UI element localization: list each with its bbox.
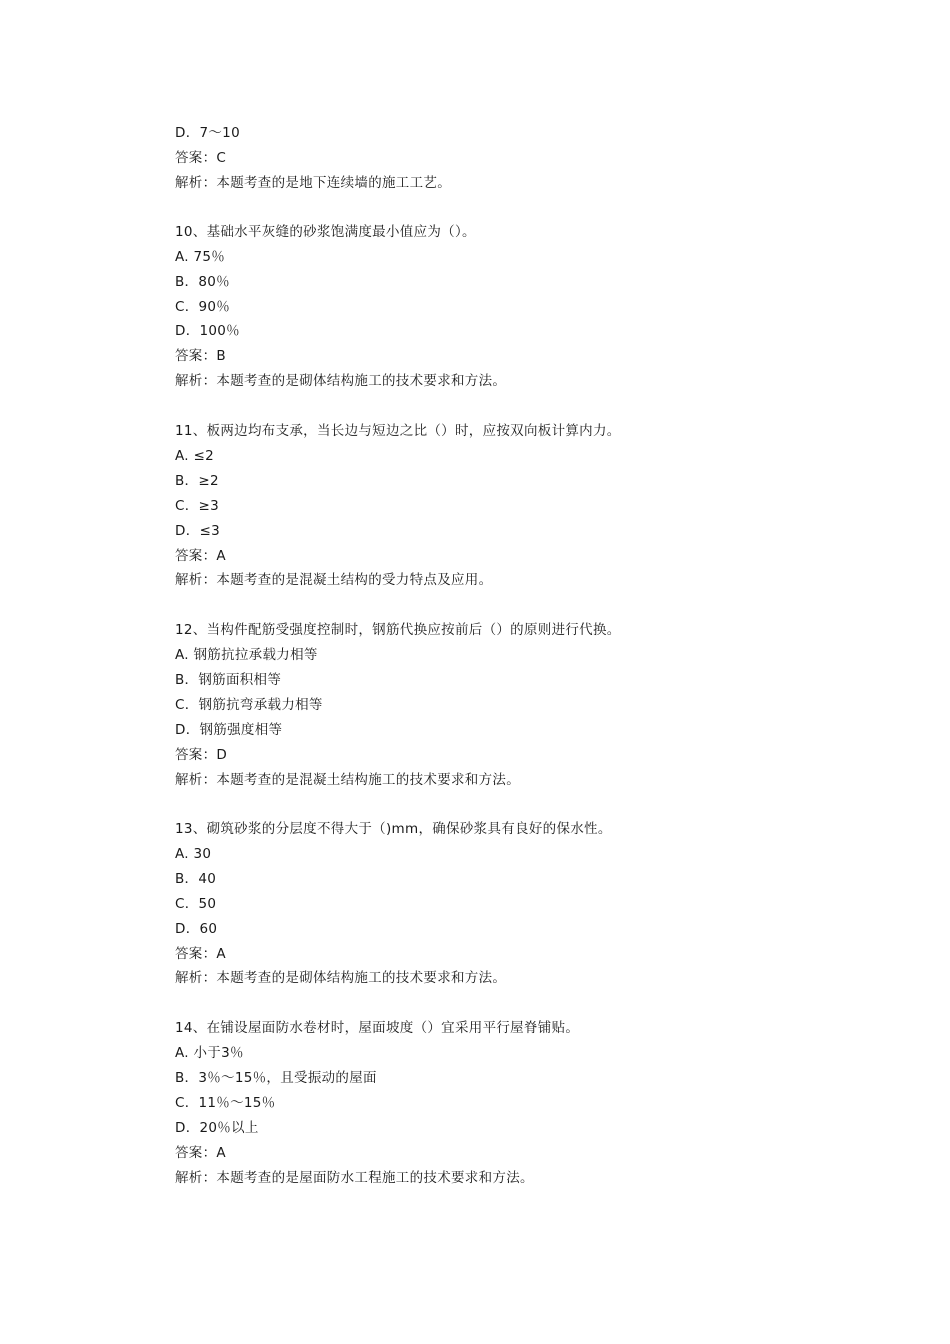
q14-option-a: A. 小于3％ <box>175 1045 244 1061</box>
q14-option-b: B．3％～15％，且受振动的屋面 <box>175 1070 377 1086</box>
q10-option-b: B．80％ <box>175 274 230 290</box>
q13-explanation: 解析：本题考查的是砌体结构施工的技术要求和方法。 <box>175 970 507 986</box>
q10-option-a: A. 75％ <box>175 249 226 265</box>
q11-option-c: C．≥3 <box>175 498 220 514</box>
q14-explanation: 解析：本题考查的是屋面防水工程施工的技术要求和方法。 <box>175 1170 534 1186</box>
q10-explanation: 解析：本题考查的是砌体结构施工的技术要求和方法。 <box>175 373 507 389</box>
q12-option-a: A. 钢筋抗拉承载力相等 <box>175 647 318 663</box>
q14-option-d: D．20％以上 <box>175 1120 259 1136</box>
q13-option-d: D．60 <box>175 921 218 937</box>
q12-option-c: C．钢筋抗弯承载力相等 <box>175 697 323 713</box>
q13-answer: 答案：A <box>175 946 226 962</box>
q11-option-b: B．≥2 <box>175 473 219 489</box>
q9-option-d: D．7～10 <box>175 125 240 141</box>
q11-explanation: 解析：本题考查的是混凝土结构的受力特点及应用。 <box>175 572 493 588</box>
q12-option-d: D．钢筋强度相等 <box>175 722 283 738</box>
q14-option-c: C．11％～15％ <box>175 1095 276 1111</box>
q11-question: 11、板两边均布支承，当长边与短边之比（）时，应按双向板计算内力。 <box>175 423 621 439</box>
q9-answer: 答案：C <box>175 150 227 166</box>
q11-option-a: A. ≤2 <box>175 448 214 464</box>
q13-question: 13、砌筑砂浆的分层度不得大于（)mm，确保砂浆具有良好的保水性。 <box>175 821 612 837</box>
q13-option-a: A. 30 <box>175 846 212 862</box>
q12-question: 12、当构件配筋受强度控制时，钢筋代换应按前后（）的原则进行代换。 <box>175 622 621 638</box>
q9-explanation: 解析：本题考查的是地下连续墙的施工工艺。 <box>175 175 451 191</box>
q10-answer: 答案：B <box>175 348 226 364</box>
q10-option-c: C．90％ <box>175 299 231 315</box>
q14-answer: 答案：A <box>175 1145 226 1161</box>
q11-answer: 答案：A <box>175 548 226 564</box>
q13-option-c: C．50 <box>175 896 217 912</box>
q11-option-d: D．≤3 <box>175 523 220 539</box>
q10-question: 10、基础水平灰缝的砂浆饱满度最小值应为（）。 <box>175 224 476 240</box>
q12-explanation: 解析：本题考查的是混凝土结构施工的技术要求和方法。 <box>175 772 520 788</box>
q10-option-d: D．100％ <box>175 323 240 339</box>
q12-answer: 答案：D <box>175 747 228 763</box>
q12-option-b: B．钢筋面积相等 <box>175 672 282 688</box>
q14-question: 14、在铺设屋面防水卷材时，屋面坡度（）宜采用平行屋脊铺贴。 <box>175 1020 580 1036</box>
q13-option-b: B．40 <box>175 871 217 887</box>
